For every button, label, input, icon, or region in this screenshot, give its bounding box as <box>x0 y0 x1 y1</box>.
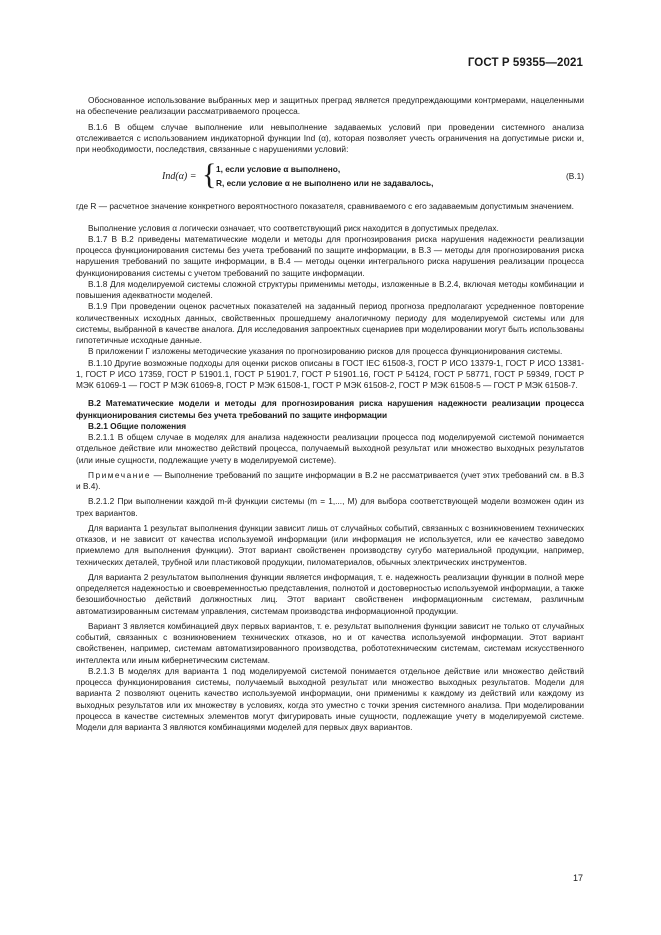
formula-lhs: Ind(α) = <box>162 171 197 183</box>
paragraph: где R — расчетное значение конкретного вероятностного показателя, сравниваемого с его задаваемым допустимым значением. <box>76 201 574 212</box>
subsection-heading: В.2.1 Общие положения <box>88 420 187 431</box>
paragraph: В.1.6 В общем случае выполнение или невыполнение задаваемых условий при проведении системного анализа отслеживается с использованием индикаторной функции Ind (α), которая позволяет учесть ограничения на допустимые риски и, при необходимости, последствия, связанные с нарушениями условий: <box>76 121 584 154</box>
paragraph: Для варианта 1 результат выполнения функции зависит лишь от случайных событий, связанных с возникновением технических отказов, и не зависит от качества используемой информации (или информация не используется, или ее качество заведомо приемлемо для выполнения функции). Этот вариант свойственен производству сугубо материальной продукции, например, технических деталей, трубной или пластиковой продукции, пиломатериалов, обычных электрических инструментов. <box>76 522 584 567</box>
paragraph: Обоснованное использование выбранных мер и защитных преград является предупреждающими контрмерами, нацеленными на обеспечение реализации рассматриваемого процесса. <box>76 95 584 117</box>
formula-case-2: R, если условие α не выполнено или не задавалось, <box>216 178 434 189</box>
page-number: 17 <box>572 873 583 883</box>
note-label: Примечание <box>88 469 152 480</box>
note-text: — Выполнение требований по защите информации в В.2 не рассматривается (учет этих требований см. в В.3 и В.4). <box>76 469 584 491</box>
paragraph: В.2.1.2 При выполнении каждой m-й функции системы (m = 1,..., M) для выбора соответствующей модели возможен один из трех вариантов. <box>76 496 584 518</box>
formula-case-1: 1, если условие α выполнено, <box>216 164 341 175</box>
paragraph: Вариант 3 является комбинацией двух первых вариантов, т. е. результат выполнения функции зависит не только от случайных событий, связанных с возникновением технических отказов, но и от качества используемой информации. Этот вариант свойственен, например, системам автоматизированного производства, робототехническим системам, системам искусственного интеллекта или иным кибернетическим системам. <box>76 620 584 665</box>
section-heading: В.2 Математические модели и методы для прогнозирования риска нарушения надежности реализации процесса функционирования системы без учета требований по защите информации <box>76 398 584 420</box>
document-body <box>76 95 584 733</box>
paragraph: В.2.1.1 В общем случае в моделях для анализа надежности реализации процесса под моделируемой системой понимается отдельное действие или множество действий процесса, получаемый выходной результат или множество выходных результатов (или иные сущности, подлежащие учету в моделируемой системе). <box>76 432 584 465</box>
paragraph: В приложении Г изложены методические указания по прогнозированию рисков для процесса функционирования системы. <box>88 346 563 357</box>
formula-b1 <box>76 158 584 197</box>
brace-symbol: { <box>202 158 217 192</box>
paragraph: В.1.8 Для моделируемой системы сложной структуры применимы методы, изложенные в В.2.4, включая методы комбинации и повышения адекватности моделей. <box>76 278 584 300</box>
document-id: ГОСТ Р 59355—2021 <box>467 57 583 69</box>
paragraph: В.1.9 При проведении оценок расчетных показателей на заданный период прогноза предполагают усредненное повторение количественных исходных данных, свойственных прошедшему аналогичному периоду для моделируемой системы или для системы, выбранной в качестве аналога. Для исследования запроектных сценариев при моделировании могут быть использованы гипотетичные исходные данные. <box>76 301 585 345</box>
paragraph: В.1.7 В В.2 приведены математические модели и методы для прогнозирования риска нарушения надежности реализации процесса функционирования системы без учета требований по защите информации, в В.3 — методы для прогнозирования риска нарушения требований по защите информации, в В.4 — методы оценки интегрального риска нарушения реализации процесса функционирования системы с учетом требований по защите информации. <box>76 233 584 278</box>
formula-number: (В.1) <box>566 171 584 182</box>
note <box>76 470 584 493</box>
paragraph: В.1.10 Другие возможные подходы для оценки рисков описаны в ГОСТ IEC 61508-3, ГОСТ Р ИСО 13379-1, ГОСТ Р ИСО 13381-1, ГОСТ Р ИСО 17359, ГОСТ Р 51901.1, ГОСТ Р 51901.7, ГОСТ Р 51901.16, ГОСТ Р 54124, ГОСТ Р 58771, ГОСТ Р 59349, ГОСТ Р МЭК 61069-1 — ГОСТ Р МЭК 61069-8, ГОСТ Р МЭК 61508-1, ГОСТ Р МЭК 61508-2, ГОСТ Р МЭК 61508-5 — ГОСТ Р МЭК 61508-7. <box>76 357 584 390</box>
paragraph: Выполнение условия α логически означает, что соответствующий риск находится в допустимых пределах. <box>88 222 499 233</box>
paragraph: В.2.1.3 В моделях для варианта 1 под моделируемой системой понимается отдельное действие или множество действий процесса функционирования системы, получаемый выходной результат или множество выходных результатов. Модели для варианта 2 позволяют оценить качество используемой информации, они применимы к каждому из действий или каждому из выходных результатов или их множеству в условиях, когда это уместно с точки зрения системного анализа. При моделировании процесса в качестве системных элементов могут фигурировать иные сущности, подлежащие учету в моделируемой системе. Модели для варианта 3 являются комбинациями моделей для первых двух вариантов. <box>76 665 584 732</box>
paragraph: Для варианта 2 результатом выполнения функции является информация, т. е. надежность реализации функции в полной мере определяется надежностью и своевременностью представления, полнотой и достоверностью используемой информации, а также безошибочностью действий должностных лиц. Этот вариант свойственен информационным системам, различным автоматизированным системам управления, системам производства информационной продукции. <box>76 571 584 616</box>
